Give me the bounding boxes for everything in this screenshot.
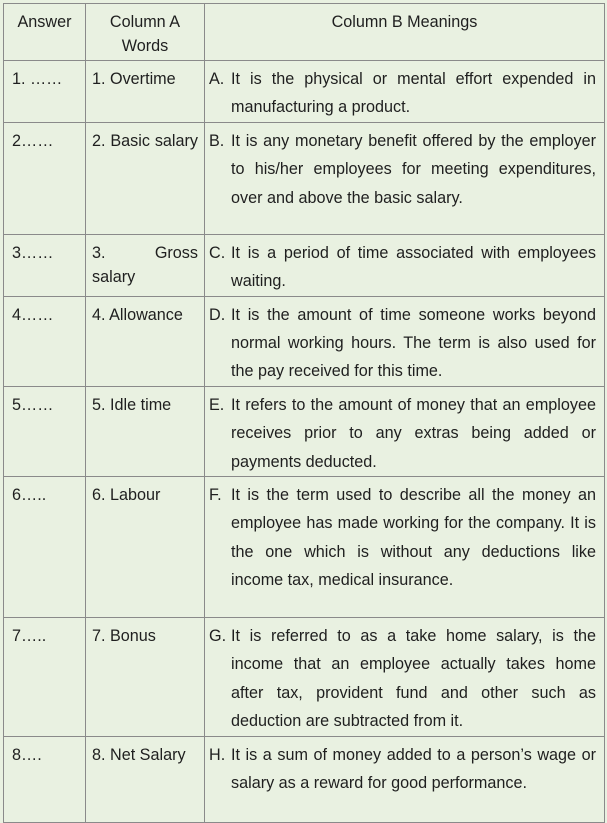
meaning-text: It is the term used to describe all the money an employee has made working for the company. It is the one which is without any deductions like income tax, medical insurance. bbox=[231, 486, 596, 590]
table-row bbox=[4, 618, 605, 737]
meaning-text: It is a sum of money added to a person’s wage or salary as a reward for good performance. bbox=[231, 745, 596, 793]
table-row bbox=[4, 122, 605, 234]
table-row bbox=[4, 296, 605, 386]
word-text: 2. Basic salary bbox=[92, 131, 198, 150]
meaning-letter: H. bbox=[209, 745, 226, 764]
table-row bbox=[4, 477, 605, 618]
word-cell bbox=[86, 61, 205, 123]
word-text: 6. Labour bbox=[92, 486, 161, 505]
word-text: 8. Net Salary bbox=[92, 745, 186, 764]
table-row bbox=[4, 386, 605, 476]
answer-cell: 2…… bbox=[4, 122, 86, 234]
word-cell bbox=[86, 122, 205, 234]
meaning-letter: B. bbox=[209, 131, 225, 150]
word-cell bbox=[86, 296, 205, 386]
column-a-header: Column A Words bbox=[86, 4, 205, 61]
word-cell bbox=[86, 618, 205, 737]
word-cell bbox=[86, 386, 205, 476]
header-row bbox=[4, 4, 605, 61]
word-text: 5. Idle time bbox=[92, 395, 172, 414]
table-row bbox=[4, 61, 605, 123]
meaning-cell bbox=[205, 618, 605, 737]
meaning-cell bbox=[205, 477, 605, 618]
answer-cell: 7….. bbox=[4, 618, 86, 737]
meaning-text: It is the physical or mental effort expended in manufacturing a product. bbox=[231, 70, 596, 117]
word-cell bbox=[86, 736, 205, 822]
table-row bbox=[4, 234, 605, 296]
meaning-text: It refers to the amount of money that an employee receives prior to any extras being added or payments deducted. bbox=[231, 395, 596, 471]
meaning-letter: G. bbox=[209, 627, 227, 646]
answer-cell: 3…… bbox=[4, 234, 86, 296]
meaning-letter: F. bbox=[209, 486, 222, 505]
answer-cell: 4…… bbox=[4, 296, 86, 386]
answer-cell: 5…… bbox=[4, 386, 86, 476]
word-text: 3. Gross salary bbox=[92, 243, 198, 286]
word-text: 4. Allowance bbox=[92, 305, 183, 324]
word-text: 1. Overtime bbox=[92, 70, 176, 88]
matching-table bbox=[3, 3, 605, 823]
meaning-cell bbox=[205, 122, 605, 234]
meaning-letter: A. bbox=[209, 70, 225, 88]
answer-header: Answer bbox=[4, 4, 86, 61]
meaning-text: It is referred to as a take home salary, is the income that an employee actually takes home after tax, provident fund and other such as deduction are subtracted from it. bbox=[231, 627, 596, 731]
meaning-cell bbox=[205, 296, 605, 386]
meaning-text: It is a period of time associated with employees waiting. bbox=[231, 243, 596, 291]
meaning-text: It is any monetary benefit offered by the employer to his/her employees for meeting expenditures, over and above the basic salary. bbox=[231, 131, 596, 207]
answer-cell: 1. …… bbox=[4, 61, 86, 123]
word-text: 7. Bonus bbox=[92, 627, 156, 646]
meaning-cell bbox=[205, 61, 605, 123]
meaning-cell bbox=[205, 736, 605, 822]
answer-cell: 8…. bbox=[4, 736, 86, 822]
table-row bbox=[4, 736, 605, 822]
word-cell bbox=[86, 234, 205, 296]
meaning-text: It is the amount of time someone works beyond normal working hours. The term is also used for the pay received for this time. bbox=[231, 305, 596, 381]
meaning-cell bbox=[205, 386, 605, 476]
meaning-letter: D. bbox=[209, 305, 226, 324]
word-cell bbox=[86, 477, 205, 618]
answer-cell: 6….. bbox=[4, 477, 86, 618]
meaning-letter: E. bbox=[209, 395, 225, 414]
column-b-header: Column B Meanings bbox=[205, 4, 605, 61]
meaning-letter: C. bbox=[209, 243, 226, 262]
meaning-cell bbox=[205, 234, 605, 296]
